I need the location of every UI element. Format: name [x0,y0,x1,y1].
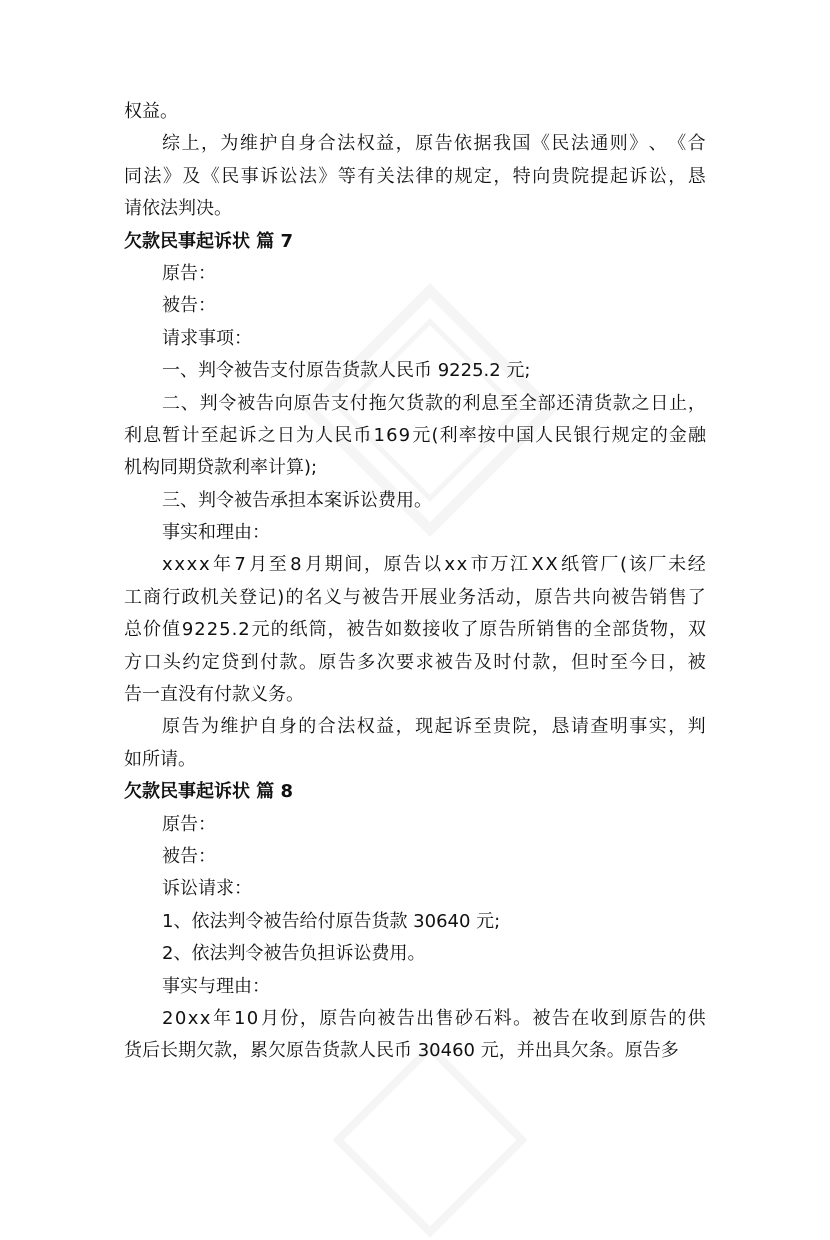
text-line: 请求事项： [162,327,252,349]
text-line: 事实与理由： [162,975,270,997]
paragraph [124,841,706,873]
text-line: 2 0 x x 年 1 0 月 份 ， 原 告 向 被 告 出 售 砂 石 料 。 被 告 在 收 到 原 告 的 供 [162,1007,706,1029]
text-line: 工 商 行 政 机 关 登 记 ) 的 名 义 与 被 告 开 展 业 务 活 动 ， 原 告 共 向 被 告 销 售 了 [124,586,706,608]
text-line: 被告： [162,845,216,867]
text-line: 利 息 暂 计 至 起 诉 之 日 为 人 民 币 1 6 9 元 ( 利 率 按 中 国 人 民 银 行 规 定 的 金 融 [124,424,706,446]
text-line: 2、依法判令被告负担诉讼费用。 [162,943,426,965]
text-line: 权益。 [124,101,178,122]
paragraph [124,128,706,225]
text-line: 总 价 值 9 2 2 5 . 2 元 的 纸 筒 ， 被 告 如 数 接 收 了 原 告 所 销 售 的 全 部 货 物 ， 双 [124,619,706,641]
text-line: 诉讼请求： [162,878,252,900]
paragraph [124,96,706,128]
text-line: 货后长期欠款，累欠原告货款人民币 30460 元，并出具欠条。原告多 [124,1040,679,1062]
paragraph [124,549,706,711]
paragraph [124,873,706,905]
text-line: 同 法 》 及 《 民 事 诉 讼 法 》 等 有 关 法 律 的 规 定 ， 特 向 贵 院 提 起 诉 讼 ， 恳 [124,165,706,187]
paragraph [124,809,706,841]
text-line: 原 告 为 维 护 自 身 的 合 法 权 益 ， 现 起 诉 至 贵 院 ， 恳 请 查 明 事 实 ， 判 [162,716,706,738]
text-line: 事实和理由： [162,522,270,544]
text-line: 三、判令被告承担本案诉讼费用。 [162,489,432,511]
text-line: 方 口 头 约 定 贷 到 付 款 。 原 告 多 次 要 求 被 告 及 时 付 款 ， 但 时 至 今 日 ， 被 [124,651,706,673]
text-line: 欠款民事起诉状 篇 7 [124,230,294,252]
paragraph [124,906,706,938]
text-line: 综 上 ， 为 维 护 自 身 合 法 权 益 ， 原 告 依 据 我 国 《 民 法 通 则 》 、 《 合 [162,133,706,155]
paragraph [124,938,706,970]
paragraph [124,971,706,1003]
paragraph [124,323,706,355]
paragraph [124,1003,706,1068]
paragraph [124,290,706,322]
text-line: 一、判令被告支付原告货款人民币 9225.2 元; [162,360,531,382]
text-line: 被告： [162,295,216,317]
text-line: 如所请。 [124,748,196,770]
text-line: 欠款民事起诉状 篇 8 [124,781,294,803]
text-line: 机构同期贷款利率计算); [124,457,318,479]
paragraph [124,711,706,776]
text-line: 请依法判决。 [124,198,232,220]
paragraph [124,258,706,290]
text-line: 原告： [162,262,216,284]
paragraph [124,485,706,517]
text-line: x x x x 年 7 月 至 8 月 期 间 ， 原 告 以 x x 市 万 江 X X 纸 管 厂 ( 该 厂 未 经 [162,554,706,576]
section-heading [124,226,706,258]
paragraph [124,517,706,549]
paragraph [124,355,706,387]
section-heading [124,776,706,808]
text-line: 原告： [162,813,216,835]
text-line: 二 、 判 令 被 告 向 原 告 支 付 拖 欠 货 款 的 利 息 至 全 部 还 清 货 款 之 日 止 ， [162,392,706,414]
text-line: 1、依法判令被告给付原告货款 30640 元; [162,910,501,932]
watermark-diamond-stamp-icon-bottom [330,1040,530,1240]
paragraph [124,388,706,485]
document-body [124,96,706,1068]
text-line: 告一直没有付款义务。 [124,684,304,706]
